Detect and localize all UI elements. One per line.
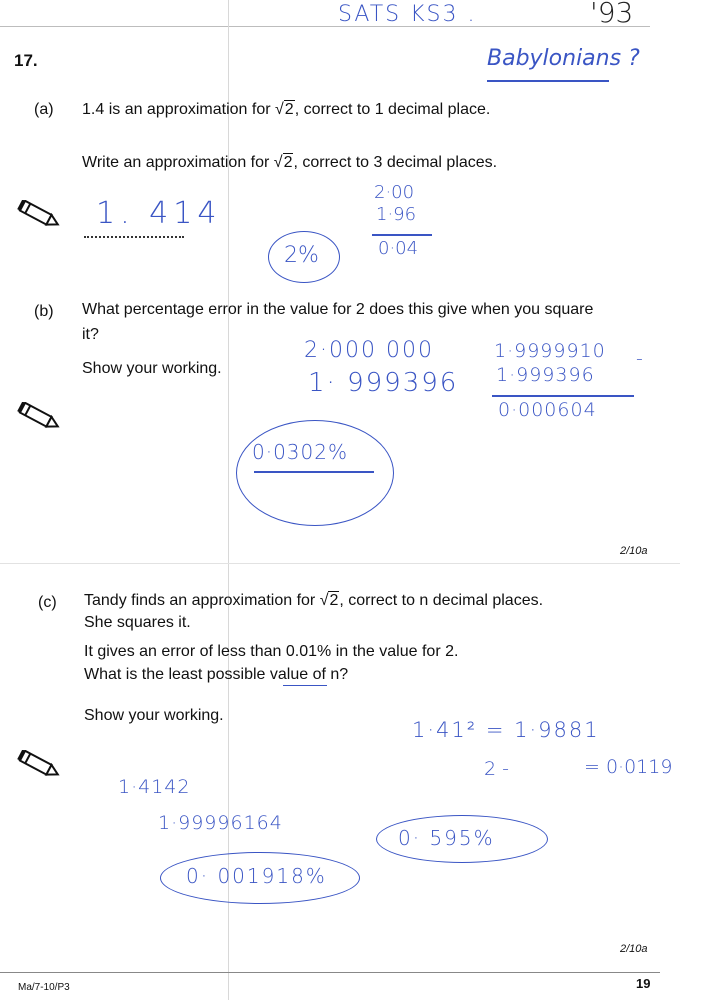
part-a-answer: 1. 414 bbox=[96, 196, 222, 231]
part-b-work-left-2: 1· 999396 bbox=[308, 368, 459, 398]
header-title-handwriting: SATS KS3 . bbox=[338, 2, 477, 27]
part-c-work-r1: 1·41² = 1·9881 bbox=[412, 718, 600, 742]
value-underline bbox=[283, 685, 327, 686]
part-b-work-right-1: 1·9999910 bbox=[494, 340, 606, 362]
footer-rule bbox=[0, 972, 660, 973]
sqrt-symbol: √2 bbox=[319, 592, 339, 609]
part-b-work-result: 0·000604 bbox=[498, 399, 597, 421]
part-c-circle-left: 0· 001918% bbox=[186, 864, 327, 888]
part-c-work-l1: 1·4142 bbox=[118, 776, 191, 798]
working-line bbox=[372, 234, 432, 236]
question-number: 17. bbox=[14, 51, 38, 70]
section-rule bbox=[0, 563, 680, 564]
part-c-work-r2a: 2 - bbox=[484, 758, 509, 780]
mark-reference: 2/10a bbox=[620, 545, 648, 557]
sqrt-symbol: √2 bbox=[273, 154, 293, 171]
part-a-label: (a) bbox=[34, 101, 54, 118]
header-year-handwriting: '93 bbox=[590, 0, 634, 29]
part-c-line2: She squares it. bbox=[84, 614, 191, 631]
part-a-line2-text: Write an approximation for bbox=[82, 154, 270, 171]
babylonians-underline bbox=[487, 80, 609, 82]
part-c-circle-right: 0· 595% bbox=[398, 826, 495, 850]
part-c-line3: It gives an error of less than 0.01% in the value for 2. bbox=[84, 643, 459, 660]
part-c-line1-tail: , correct to n decimal places. bbox=[339, 592, 544, 609]
pencil-icon bbox=[16, 402, 62, 432]
part-c-line1-text: Tandy finds an approximation for bbox=[84, 592, 316, 609]
mark-reference: 2/10a bbox=[620, 943, 648, 955]
sqrt-symbol: √2 bbox=[275, 101, 294, 118]
answer-line bbox=[84, 236, 184, 238]
part-a-working-result: 0·04 bbox=[378, 238, 419, 259]
babylonians-note: Babylonians ? bbox=[487, 46, 640, 71]
part-a-working-mid: 1·96 bbox=[376, 204, 417, 225]
working-line bbox=[492, 395, 634, 397]
pencil-icon bbox=[16, 200, 62, 230]
show-working-c: Show your working. bbox=[84, 707, 224, 724]
part-b-work-left-1: 2·000 000 bbox=[304, 338, 434, 363]
footer-code: Ma/7-10/P3 bbox=[18, 982, 70, 993]
sqrt-radicand: 2 bbox=[284, 101, 294, 118]
part-c-line4: What is the least possible value of n? bbox=[84, 666, 349, 683]
part-a-circled: 2% bbox=[284, 243, 319, 268]
sqrt-radicand: 2 bbox=[329, 592, 339, 609]
top-rule bbox=[0, 26, 650, 27]
part-b-label: (b) bbox=[34, 303, 54, 320]
page-number: 19 bbox=[636, 976, 651, 991]
part-b-question-line1: What percentage error in the value for 2 does this give when you square bbox=[82, 301, 594, 318]
circled-answer bbox=[236, 420, 394, 526]
pencil-icon bbox=[16, 750, 62, 780]
part-c-work-l2: 1·99996164 bbox=[158, 812, 283, 834]
part-a-line2 bbox=[82, 154, 497, 172]
part-c-work-r2b: = 0·0119 bbox=[584, 756, 673, 778]
part-b-work-minus: - bbox=[636, 348, 643, 370]
part-a-line2-tail: , correct to 3 decimal places. bbox=[293, 154, 498, 171]
sqrt-radicand: 2 bbox=[283, 154, 293, 171]
part-a-line1-tail: , correct to 1 decimal place. bbox=[294, 101, 491, 118]
show-working-b: Show your working. bbox=[82, 360, 222, 377]
part-b-question-line2: it? bbox=[82, 326, 99, 343]
part-a-working-top: 2·00 bbox=[374, 182, 415, 203]
part-c-line1 bbox=[84, 592, 543, 610]
part-b-work-right-2: 1·999396 bbox=[496, 364, 595, 386]
part-a-line1-text: 1.4 is an approximation for bbox=[82, 101, 271, 118]
scan-crease bbox=[228, 0, 229, 1000]
part-b-answer: 0·0302% bbox=[252, 440, 348, 464]
part-c-label: (c) bbox=[38, 594, 57, 611]
part-a-line1 bbox=[82, 101, 490, 119]
answer-underline bbox=[254, 471, 374, 473]
